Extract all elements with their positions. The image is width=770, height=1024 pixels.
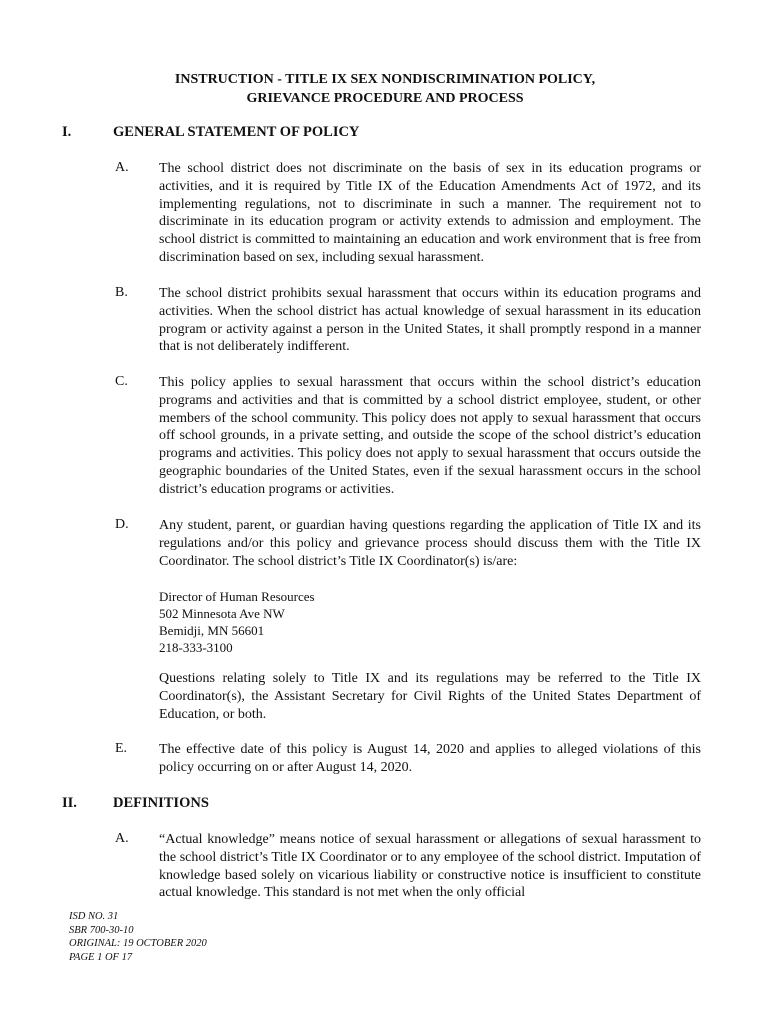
- section-1-numeral: I.: [62, 124, 72, 140]
- coordinator-phone: 218-333-3100: [159, 640, 233, 655]
- section-2-heading: DEFINITIONS: [113, 795, 209, 811]
- item-1e-text: The effective date of this policy is August 14, 2020 and applies to alleged violations of this policy occurring on or after August 14, 2020.: [159, 742, 701, 775]
- item-1b-text: The school district prohibits sexual harassment that occurs within its education programs and activities. When the school district has actual knowledge of sexual harassment in its education program or activity against a person in the United States, it shall promptly respond in a manner that is not deliberately indifferent.: [159, 286, 701, 355]
- item-2a-text: “Actual knowledge” means notice of sexual harassment or allegations of sexual harassment to the school district’s Title IX Coordinator or to any employee of the school district. Imputation of knowledge based solely on vicarious liability or constructive notice is insufficient to constitute actual knowledge. This standard is not met when the only official: [159, 832, 701, 901]
- item-1d-letter: D.: [115, 517, 129, 532]
- coordinator-street: 502 Minnesota Ave NW: [159, 606, 285, 621]
- item-2a-letter: A.: [115, 831, 129, 846]
- questions-paragraph: Questions relating solely to Title IX and its regulations may be referred to the Title IX Coordinator(s), the Assistant Secretary for Civil Rights of the United States Department of Education, or both.: [159, 671, 701, 722]
- document-title: [150, 70, 620, 108]
- footer-original-date: ORIGINAL: 19 OCTOBER 2020: [69, 938, 207, 949]
- item-1a-letter: A.: [115, 160, 129, 175]
- item-1d-text: Any student, parent, or guardian having questions regarding the application of Title IX and its regulations and/or this policy and grievance process should discuss them with the Title IX Coordinator. The school district’s Title IX Coordinator(s) is/are:: [159, 518, 701, 569]
- item-1c-text: This policy applies to sexual harassment that occurs within the school district’s education programs and activities and that is committed by a school district employee, student, or other members of the school community. This policy does not apply to sexual harassment that occurs off school grounds, in a private setting, and outside the scope of the school district’s education programs and activities. This policy does not apply to sexual harassment that occurs outside the geographic boundaries of the United States, even if the sexual harassment occurs in the school district’s education programs or activities.: [159, 375, 701, 497]
- title-line-1: INSTRUCTION - TITLE IX SEX NONDISCRIMINATION POLICY,: [174, 72, 596, 87]
- page-footer: [69, 910, 207, 964]
- footer-district: ISD NO. 31: [69, 911, 119, 922]
- item-1e-letter: E.: [115, 741, 128, 756]
- footer-policy-number: SBR 700-30-10: [69, 924, 134, 936]
- footer-page-number: PAGE 1 OF 17: [69, 951, 133, 963]
- coordinator-city: Bemidji, MN 56601: [159, 623, 265, 638]
- title-line-2: GRIEVANCE PROCEDURE AND PROCESS: [246, 91, 524, 106]
- item-1b-letter: B.: [115, 285, 128, 300]
- coordinator-address: [159, 588, 315, 656]
- item-1a-text: The school district does not discriminate on the basis of sex in its education programs or activities, and it is required by Title IX of the Education Amendments Act of 1972, and its implementing regulations, not to discriminate in such a manner. The requirement not to discriminate in its education program or activity extends to admission and employment. The school district is committed to maintaining an education and work environment that is free from discrimination based on sex, including sexual harassment.: [159, 161, 701, 265]
- section-2-numeral: II.: [62, 795, 77, 811]
- section-1-heading: GENERAL STATEMENT OF POLICY: [113, 124, 360, 140]
- item-1c-letter: C.: [115, 374, 128, 389]
- coordinator-title: Director of Human Resources: [159, 589, 315, 604]
